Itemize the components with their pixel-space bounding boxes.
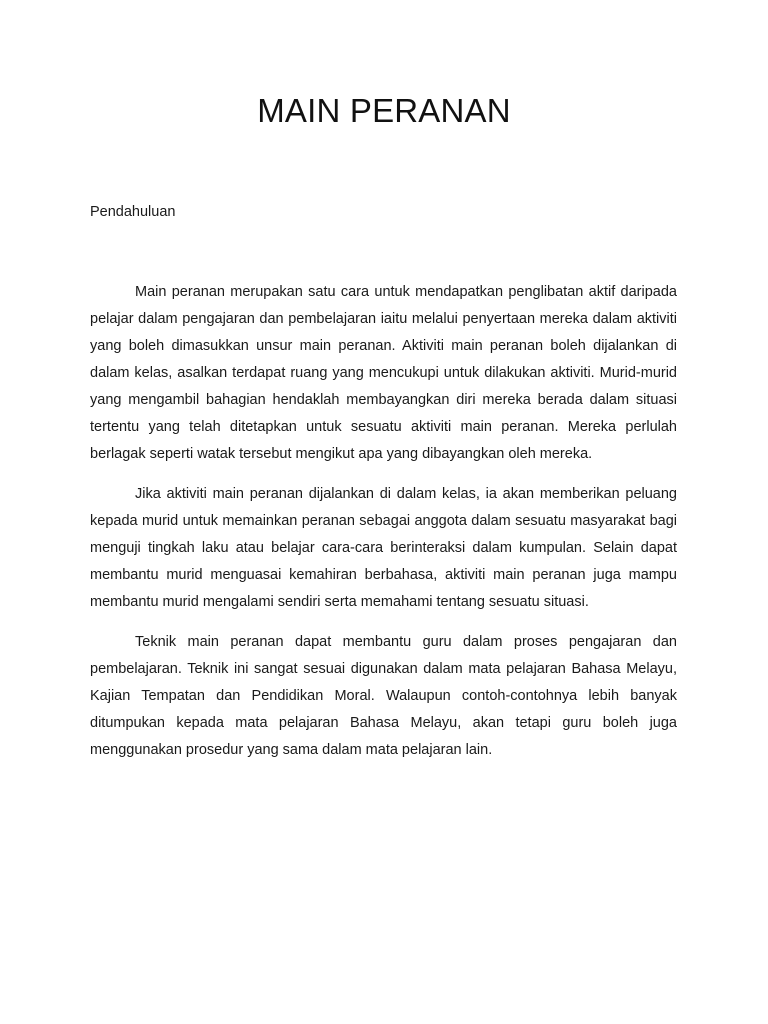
body-paragraph: Jika aktiviti main peranan dijalankan di dalam kelas, ia akan memberikan peluang kepada murid untuk memainkan peranan sebagai anggota dalam sesuatu masyarakat bagi menguji tingkah laku atau belajar cara-cara berinteraksi dalam kumpulan. Selain dapat membantu murid menguasai kemahiran berbahasa, aktiviti main peranan juga mampu membantu murid mengalami sendiri serta memahami tentang sesuatu situasi. xyxy=(90,486,677,610)
document-title: MAIN PERANAN xyxy=(257,92,511,129)
document-body xyxy=(90,279,677,777)
body-paragraph: Main peranan merupakan satu cara untuk mendapatkan penglibatan aktif daripada pelajar dalam pengajaran dan pembelajaran iaitu melalui penyertaan mereka dalam aktiviti yang boleh dimasukkan unsur main peranan. Aktiviti main peranan boleh dijalankan di dalam kelas, asalkan terdapat ruang yang mencukupi untuk dilakukan aktiviti. Murid-murid yang mengambil bahagian hendaklah membayangkan diri mereka berada dalam situasi tertentu yang telah ditetapkan untuk sesuatu aktiviti main peranan. Mereka perlulah berlagak seperti watak tersebut mengikut apa yang dibayangkan oleh mereka. xyxy=(90,284,677,462)
body-paragraph: Teknik main peranan dapat membantu guru dalam proses pengajaran dan pembelajaran. Teknik ini sangat sesuai digunakan dalam mata pelajaran Bahasa Melayu, Kajian Tempatan dan Pendidikan Moral. Walaupun contoh-contohnya lebih banyak ditumpukan kepada mata pelajaran Bahasa Melayu, akan tetapi guru boleh juga menggunakan prosedur yang sama dalam mata pelajaran lain. xyxy=(90,634,677,758)
section-heading: Pendahuluan xyxy=(90,204,176,220)
